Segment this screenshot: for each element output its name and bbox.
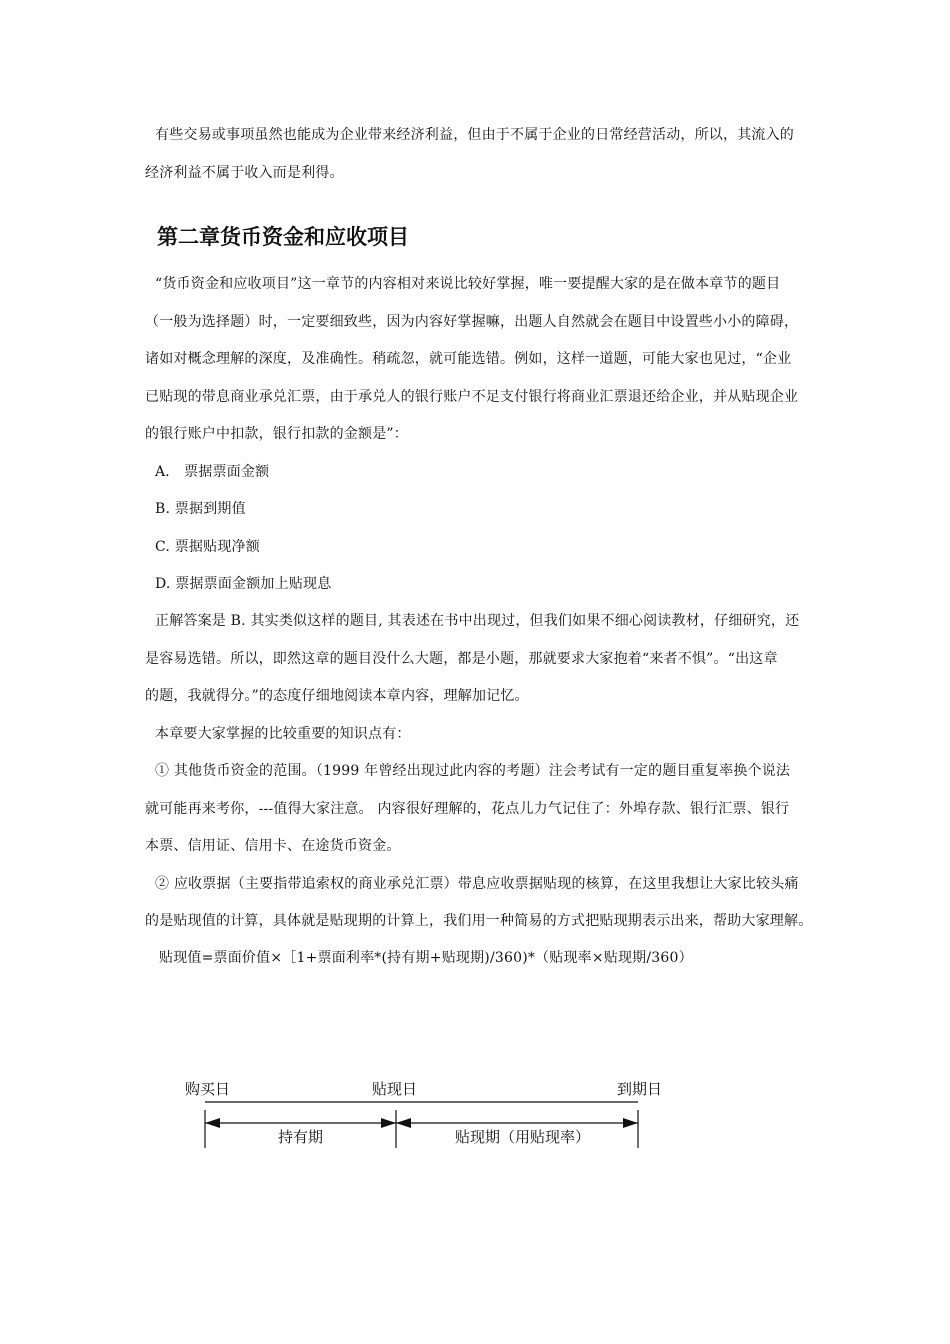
arrowhead-right — [623, 1118, 638, 1128]
holding-period-label: 持有期 — [278, 1128, 324, 1146]
answer-line-2: 是容易选错。所以，即然这章的题目没什么大题，都是小题，那就要求大家抱着“来者不惧”。“出这章 — [145, 651, 778, 667]
discount-period-label: 贴现期（用贴现率） — [455, 1128, 591, 1146]
body-line-4: 已贴现的带息商业承兑汇票，由于承兑人的银行账户不足支付银行将商业汇票退还给企业，并从贴现企业 — [145, 389, 799, 405]
body-line-1: “货币资金和应收项目”这一章节的内容相对来说比较好掌握，唯一要提醒大家的是在做本章节的题目 — [155, 276, 781, 292]
point1-line-1: ① 其他货币资金的范围。（1999 年曾经出现过此内容的考题）注会考试有一定的题目重复率换个说法 — [155, 763, 791, 779]
point2-line-2: 的是贴现值的计算，具体就是贴现期的计算上，我们用一种简易的方式把贴现期表示出来，帮助大家理解。 — [145, 913, 813, 929]
answer-line-3: 的题，我就得分。”的态度仔细地阅读本章内容，理解加记忆。 — [145, 688, 529, 704]
intro-line-1: 有些交易或事项虽然也能成为企业带来经济利益，但由于不属于企业的日常经营活动，所以，其流入的 — [155, 127, 794, 143]
point1-line-3: 本票、信用证、信用卡、在途货币资金。 — [145, 838, 401, 854]
body-line-3: 诸如对概念理解的深度，及准确性。稍疏忽，就可能选错。例如，这样一道题，可能大家也见过，“企业 — [145, 351, 792, 367]
knowledge-intro: 本章要大家掌握的比较重要的知识点有： — [155, 726, 411, 742]
arrowhead-left — [205, 1118, 220, 1128]
point2-line-1: ② 应收票据（主要指带追索权的商业承兑汇票）带息应收票据贴现的核算，在这里我想让大家比较头痛 — [155, 876, 799, 892]
point1-line-2: 就可能再来考你，---值得大家注意。 内容很好理解的，花点儿力气记住了：外埠存款、银行汇票、银行 — [145, 801, 790, 817]
purchase-day-label: 购买日 — [185, 1080, 231, 1098]
discount-period-diagram — [180, 1070, 680, 1160]
option-a: A． 票据票面金额 — [155, 464, 270, 480]
option-d: D. 票据票面金额加上贴现息 — [155, 576, 332, 592]
chapter-title: 第二章货币资金和应收项目 — [157, 225, 409, 249]
intro-line-2: 经济利益不属于收入而是利得。 — [145, 165, 344, 181]
answer-line-1: 正解答案是 B. 其实类似这样的题目, 其表述在书中出现过，但我们如果不细心阅读教材，仔细研究，还 — [155, 613, 800, 629]
body-line-2: （一般为选择题）时，一定要细致些，因为内容好掌握嘛，出题人自然就会在题目中设置些小小的障碍， — [145, 314, 799, 330]
maturity-day-label: 到期日 — [617, 1080, 663, 1098]
arrowhead-right — [381, 1118, 396, 1128]
body-line-5: 的银行账户中扣款，银行扣款的金额是”： — [145, 426, 408, 442]
discount-formula: 贴现值=票面价值×［1+票面利率*(持有期+贴现期)/360)*（贴现率×贴现期/360） — [159, 950, 693, 966]
arrowhead-left — [396, 1118, 411, 1128]
discount-day-label: 贴现日 — [372, 1080, 418, 1098]
option-c: C. 票据贴现净额 — [155, 539, 260, 555]
option-b: B. 票据到期值 — [155, 501, 246, 517]
